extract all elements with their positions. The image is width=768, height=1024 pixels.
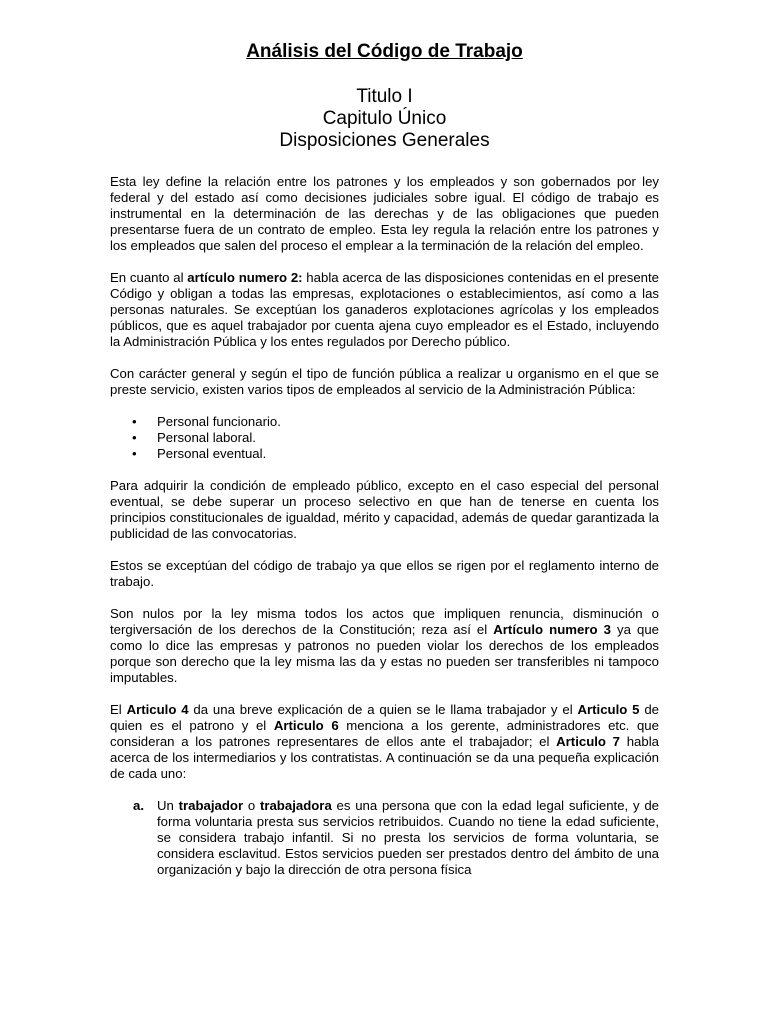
employee-types-list [110, 414, 659, 462]
text-run: habla acerca de las disposiciones contenidas en el presente Código y obligan a todas las empresas, explotaciones o establecimientos, así como a las personas naturales. Se exceptúan los ganaderos explotaciones agrícolas y los empleados públicos, que es aquel trabajador por cuenta ajena cuyo empleador es el Estado, incluyendo la Administración Pública y los entes regulados por Derecho público. [110, 270, 660, 349]
bold-term: trabajador [178, 798, 244, 813]
text-run: es una persona que con la edad legal suficiente, y de forma voluntaria presta sus servicios retribuidos. Cuando no tiene la edad suficiente, se considera trabajo infantil. Si no presta los servicios de forma voluntaria, se considera esclavitud. Estos servicios pueden ser prestados dentro del ámbito de una organización y bajo la dirección de otra persona física [157, 798, 659, 877]
document-body [110, 174, 659, 878]
text-run: menciona a los gerente, administradores etc. que consideran a los patrones representares de ellos ante el trabajador; el [110, 718, 659, 749]
paragraph-article-2 [110, 270, 659, 350]
text-run: de quien es el patrono y el [110, 702, 659, 733]
list-item [132, 430, 659, 446]
paragraph-exceptions: Estos se exceptúan del código de trabajo ya que ellos se rigen por el reglamento interno de trabajo. [110, 558, 659, 589]
bullet-icon: • [132, 430, 137, 445]
paragraph-intro: Esta ley define la relación entre los patrones y los empleados y son gobernados por ley federal y del estado así como decisiones judiciales sobre igual. El código de trabajo es instrumental en la determinación de las derechas y de las obligaciones que pueden presentarse fuera de un contrato de empleo. Esta ley regula la relación entre los patrones y los empleados que salen del proceso el emplear a la terminación de la relación del empleo. [110, 174, 659, 253]
bullet-icon: • [132, 414, 137, 429]
document-title: Análisis del Código de Trabajo [246, 41, 523, 62]
bold-article-ref: Articulo 4 [126, 702, 189, 717]
bold-article-ref: Artículo numero 3 [493, 622, 611, 637]
heading-subject: Disposiciones Generales [279, 130, 490, 151]
list-item-label: Personal eventual. [157, 446, 267, 461]
heading-title: Titulo I [356, 86, 413, 107]
definitions-list [110, 798, 659, 878]
text-run: Un [157, 798, 179, 813]
list-item [132, 414, 659, 430]
bold-term: trabajadora [259, 798, 332, 813]
paragraph-public-employees: Con carácter general y según el tipo de función pública a realizar u organismo en el que se preste servicio, existen varios tipos de empleados al servicio de la Administración Pública: [110, 366, 659, 397]
bold-article-ref: Articulo 6 [273, 718, 339, 733]
section-heading [110, 86, 659, 152]
text-run: da una breve explicación de a quien se le llama trabajador y el [188, 702, 578, 717]
bold-article-ref: Articulo 7 [556, 734, 621, 749]
text-run: El [110, 702, 127, 717]
paragraph-selection-process: Para adquirir la condición de empleado público, excepto en el caso especial del personal eventual, se debe superar un proceso selectivo en que han de tenerse en cuenta los principios constitucionales de igualdad, mérito y capacidad, además de quedar garantizada la publicidad de las convocatorias. [110, 478, 659, 541]
list-item-label: Personal laboral. [157, 430, 256, 445]
text-run: ya que como lo dice las empresas y patronos no pueden violar los derechos de los empleados porque son derecho que la ley misma las da y estas no pueden ser transferibles ni tampoco imputables. [110, 622, 659, 685]
text-run: Son nulos por la ley misma todos los actos que impliquen renuncia, disminución o tergiversación de los derechos de la Constitución; reza así el [110, 606, 659, 637]
bold-article-ref: Articulo 5 [577, 702, 640, 717]
definition-item-worker [133, 798, 659, 878]
list-marker: a. [133, 798, 144, 813]
bold-article-ref: artículo numero 2: [187, 270, 303, 285]
paragraph-articles-4-7 [110, 702, 659, 782]
list-item [132, 446, 659, 462]
text-run: En cuanto al [110, 270, 188, 285]
list-item-label: Personal funcionario. [157, 414, 281, 429]
paragraph-article-3 [110, 606, 659, 686]
text-run: habla acerca de los intermediarios y los contratistas. A continuación se da una pequeña explicación de cada uno: [110, 734, 659, 781]
bullet-icon: • [132, 446, 137, 461]
heading-chapter: Capitulo Único [322, 108, 447, 129]
text-run: o [243, 798, 260, 813]
